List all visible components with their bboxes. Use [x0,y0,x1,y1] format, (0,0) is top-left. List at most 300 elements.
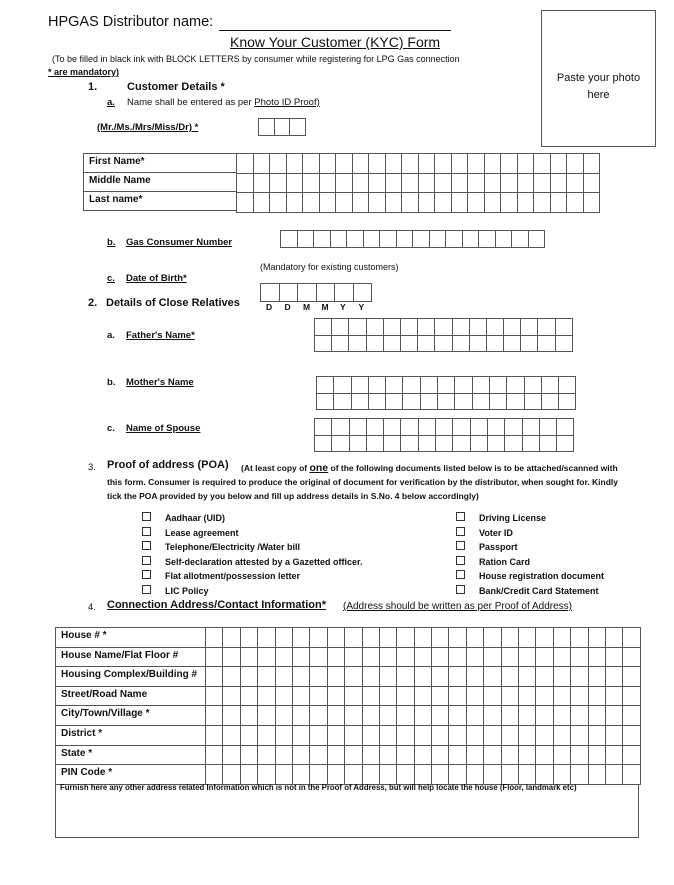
checkbox-icon[interactable] [142,512,151,521]
name-letter-box[interactable] [385,173,403,194]
mother-letter-box[interactable] [333,393,351,411]
mother-letter-box[interactable] [558,393,576,411]
address-letter-box[interactable] [518,764,536,785]
poa-left-option[interactable] [142,512,225,523]
gas-consumer-digit-box[interactable] [346,230,364,248]
name-letter-box[interactable] [500,153,518,174]
father-letter-box[interactable] [314,318,332,336]
poa-right-option[interactable] [456,585,599,596]
checkbox-icon[interactable] [142,585,151,594]
address-letter-box[interactable] [553,627,571,648]
address-letter-box[interactable] [518,666,536,687]
address-letter-box[interactable] [275,725,293,746]
address-letter-box[interactable] [431,627,449,648]
address-letter-box[interactable] [292,647,310,668]
address-letter-box[interactable] [518,745,536,766]
dob-digit-box[interactable] [353,283,373,302]
mother-letter-box[interactable] [524,393,542,411]
address-letter-box[interactable] [448,725,466,746]
address-letter-box[interactable] [431,705,449,726]
address-letter-box[interactable] [205,764,223,785]
poa-left-option[interactable] [142,556,363,567]
address-letter-box[interactable] [205,627,223,648]
poa-right-option[interactable] [456,541,518,552]
address-letter-box[interactable] [483,666,501,687]
distributor-name-line[interactable] [219,30,451,31]
name-letter-box[interactable] [533,153,551,174]
mother-letter-box[interactable] [506,376,524,394]
checkbox-icon[interactable] [456,512,465,521]
spouse-letter-box[interactable] [366,435,384,453]
name-letter-box[interactable] [401,192,419,213]
name-letter-box[interactable] [352,173,370,194]
spouse-letter-box[interactable] [349,418,367,436]
address-letter-box[interactable] [622,705,640,726]
name-letter-box[interactable] [484,192,502,213]
address-letter-box[interactable] [205,666,223,687]
address-letter-box[interactable] [570,686,588,707]
address-letter-box[interactable] [344,725,362,746]
father-letter-box[interactable] [314,335,332,353]
name-letter-box[interactable] [566,153,584,174]
mother-letter-box[interactable] [437,393,455,411]
address-letter-box[interactable] [588,705,606,726]
spouse-letter-box[interactable] [452,418,470,436]
address-letter-box[interactable] [309,686,327,707]
gas-consumer-digit-box[interactable] [297,230,315,248]
address-letter-box[interactable] [327,764,345,785]
name-letter-box[interactable] [500,192,518,213]
name-letter-box[interactable] [253,153,271,174]
address-letter-box[interactable] [396,627,414,648]
address-letter-box[interactable] [205,686,223,707]
address-letter-box[interactable] [570,647,588,668]
address-letter-box[interactable] [275,647,293,668]
name-letter-box[interactable] [467,192,485,213]
address-letter-box[interactable] [431,745,449,766]
name-letter-box[interactable] [319,153,337,174]
address-letter-box[interactable] [257,647,275,668]
mother-letter-box[interactable] [558,376,576,394]
address-letter-box[interactable] [257,725,275,746]
spouse-letter-box[interactable] [487,418,505,436]
address-letter-box[interactable] [535,666,553,687]
name-letter-box[interactable] [368,192,386,213]
name-letter-box[interactable] [583,153,601,174]
address-letter-box[interactable] [605,745,623,766]
address-letter-box[interactable] [344,666,362,687]
address-letter-box[interactable] [588,745,606,766]
father-letter-box[interactable] [331,318,349,336]
address-letter-box[interactable] [240,764,258,785]
address-letter-box[interactable] [553,686,571,707]
name-letter-box[interactable] [368,173,386,194]
address-letter-box[interactable] [431,686,449,707]
address-letter-box[interactable] [553,647,571,668]
father-letter-box[interactable] [452,318,470,336]
father-letter-box[interactable] [400,318,418,336]
address-letter-box[interactable] [605,666,623,687]
address-letter-box[interactable] [292,666,310,687]
address-letter-box[interactable] [257,666,275,687]
address-letter-box[interactable] [292,627,310,648]
address-letter-box[interactable] [222,705,240,726]
spouse-letter-box[interactable] [331,435,349,453]
dob-digit-box[interactable] [279,283,299,302]
address-letter-box[interactable] [222,745,240,766]
address-letter-box[interactable] [518,725,536,746]
address-letter-box[interactable] [327,647,345,668]
spouse-letter-box[interactable] [539,418,557,436]
address-letter-box[interactable] [344,705,362,726]
name-letter-box[interactable] [253,192,271,213]
address-letter-box[interactable] [240,666,258,687]
name-letter-box[interactable] [451,192,469,213]
father-letter-box[interactable] [417,335,435,353]
mother-letter-box[interactable] [506,393,524,411]
dob-digit-box[interactable] [297,283,317,302]
father-letter-box[interactable] [469,335,487,353]
address-letter-box[interactable] [362,764,380,785]
father-letter-box[interactable] [366,318,384,336]
address-letter-box[interactable] [379,686,397,707]
name-letter-box[interactable] [286,173,304,194]
gas-consumer-digit-box[interactable] [396,230,414,248]
address-letter-box[interactable] [222,666,240,687]
mother-letter-box[interactable] [524,376,542,394]
spouse-letter-box[interactable] [470,418,488,436]
address-letter-box[interactable] [501,686,519,707]
mother-letter-box[interactable] [402,376,420,394]
name-letter-box[interactable] [467,153,485,174]
gas-consumer-digit-box[interactable] [445,230,463,248]
name-letter-box[interactable] [418,192,436,213]
address-letter-box[interactable] [344,745,362,766]
address-letter-box[interactable] [275,627,293,648]
address-letter-box[interactable] [309,647,327,668]
name-letter-box[interactable] [236,192,254,213]
father-letter-box[interactable] [417,318,435,336]
address-letter-box[interactable] [396,764,414,785]
address-letter-box[interactable] [327,627,345,648]
mother-letter-box[interactable] [333,376,351,394]
address-letter-box[interactable] [570,764,588,785]
address-letter-box[interactable] [414,705,432,726]
address-letter-box[interactable] [396,647,414,668]
father-letter-box[interactable] [400,335,418,353]
gas-consumer-boxes[interactable] [280,230,544,247]
name-letter-box[interactable] [418,153,436,174]
address-letter-box[interactable] [553,725,571,746]
father-letter-box[interactable] [331,335,349,353]
address-letter-box[interactable] [275,764,293,785]
address-letter-box[interactable] [379,666,397,687]
address-letter-box[interactable] [622,686,640,707]
address-letter-box[interactable] [535,764,553,785]
address-letter-box[interactable] [501,745,519,766]
address-letter-box[interactable] [535,647,553,668]
address-letter-box[interactable] [588,686,606,707]
address-letter-box[interactable] [431,647,449,668]
gas-consumer-digit-box[interactable] [330,230,348,248]
address-letter-box[interactable] [379,725,397,746]
gas-consumer-digit-box[interactable] [280,230,298,248]
address-letter-box[interactable] [414,666,432,687]
name-letter-box[interactable] [286,192,304,213]
dob-digit-box[interactable] [334,283,354,302]
address-letter-box[interactable] [379,745,397,766]
address-letter-box[interactable] [257,745,275,766]
address-letter-box[interactable] [309,725,327,746]
address-letter-box[interactable] [483,647,501,668]
address-letter-box[interactable] [535,705,553,726]
spouse-name-boxes[interactable] [314,418,573,451]
name-letter-box[interactable] [302,173,320,194]
address-letter-box[interactable] [466,627,484,648]
father-letter-box[interactable] [452,335,470,353]
checkbox-icon[interactable] [142,541,151,550]
spouse-letter-box[interactable] [539,435,557,453]
mother-letter-box[interactable] [489,376,507,394]
mother-letter-box[interactable] [402,393,420,411]
address-letter-box[interactable] [466,745,484,766]
father-letter-box[interactable] [555,335,573,353]
father-letter-box[interactable] [486,335,504,353]
name-letter-box[interactable] [533,173,551,194]
name-letter-box[interactable] [517,173,535,194]
father-name-boxes[interactable] [314,318,572,351]
address-letter-box[interactable] [431,666,449,687]
address-letter-box[interactable] [240,627,258,648]
address-letter-box[interactable] [518,647,536,668]
gas-consumer-digit-box[interactable] [363,230,381,248]
address-letter-box[interactable] [570,666,588,687]
mother-letter-box[interactable] [351,376,369,394]
address-letter-box[interactable] [622,725,640,746]
checkbox-icon[interactable] [142,570,151,579]
spouse-letter-box[interactable] [556,435,574,453]
spouse-letter-box[interactable] [504,435,522,453]
name-letter-box[interactable] [385,192,403,213]
spouse-letter-box[interactable] [452,435,470,453]
address-letter-box[interactable] [327,666,345,687]
mother-letter-box[interactable] [472,393,490,411]
address-boxes[interactable] [205,627,640,784]
address-letter-box[interactable] [414,745,432,766]
address-letter-box[interactable] [240,686,258,707]
address-letter-box[interactable] [344,764,362,785]
gas-consumer-digit-box[interactable] [511,230,529,248]
father-letter-box[interactable] [434,335,452,353]
address-letter-box[interactable] [553,666,571,687]
address-letter-box[interactable] [414,647,432,668]
father-letter-box[interactable] [348,335,366,353]
address-letter-box[interactable] [240,647,258,668]
gas-consumer-digit-box[interactable] [313,230,331,248]
address-letter-box[interactable] [396,725,414,746]
spouse-letter-box[interactable] [487,435,505,453]
address-letter-box[interactable] [222,764,240,785]
dob-digit-box[interactable] [260,283,280,302]
father-letter-box[interactable] [348,318,366,336]
mother-letter-box[interactable] [351,393,369,411]
poa-left-option[interactable] [142,541,300,552]
name-letter-box[interactable] [286,153,304,174]
spouse-letter-box[interactable] [418,435,436,453]
address-letter-box[interactable] [205,647,223,668]
name-letter-box[interactable] [335,153,353,174]
mother-letter-box[interactable] [489,393,507,411]
address-letter-box[interactable] [414,627,432,648]
address-letter-box[interactable] [205,725,223,746]
address-letter-box[interactable] [222,627,240,648]
spouse-letter-box[interactable] [383,435,401,453]
address-letter-box[interactable] [448,647,466,668]
address-letter-box[interactable] [240,745,258,766]
address-letter-box[interactable] [483,705,501,726]
mother-letter-box[interactable] [385,393,403,411]
name-letter-box[interactable] [335,173,353,194]
address-letter-box[interactable] [501,705,519,726]
address-letter-box[interactable] [588,627,606,648]
address-letter-box[interactable] [553,745,571,766]
address-letter-box[interactable] [605,705,623,726]
father-letter-box[interactable] [537,335,555,353]
checkbox-icon[interactable] [456,585,465,594]
address-letter-box[interactable] [414,764,432,785]
address-letter-box[interactable] [535,627,553,648]
address-letter-box[interactable] [605,627,623,648]
address-letter-box[interactable] [292,725,310,746]
name-letter-box[interactable] [352,192,370,213]
address-letter-box[interactable] [362,705,380,726]
poa-right-option[interactable] [456,512,546,523]
name-letter-box[interactable] [302,153,320,174]
address-letter-box[interactable] [483,686,501,707]
address-letter-box[interactable] [570,627,588,648]
address-letter-box[interactable] [379,764,397,785]
address-letter-box[interactable] [448,666,466,687]
address-letter-box[interactable] [622,647,640,668]
name-letter-box[interactable] [484,173,502,194]
father-letter-box[interactable] [555,318,573,336]
spouse-letter-box[interactable] [383,418,401,436]
checkbox-icon[interactable] [142,556,151,565]
address-letter-box[interactable] [327,705,345,726]
name-letter-box[interactable] [236,153,254,174]
address-letter-box[interactable] [379,647,397,668]
name-letter-box[interactable] [533,192,551,213]
address-letter-box[interactable] [222,647,240,668]
address-letter-box[interactable] [205,705,223,726]
address-letter-box[interactable] [396,705,414,726]
father-letter-box[interactable] [520,318,538,336]
salutation-boxes[interactable] [258,118,305,135]
address-letter-box[interactable] [622,764,640,785]
mother-name-boxes[interactable] [316,376,575,409]
address-letter-box[interactable] [275,666,293,687]
name-letter-box[interactable] [302,192,320,213]
gas-consumer-digit-box[interactable] [495,230,513,248]
address-letter-box[interactable] [309,705,327,726]
name-letter-box[interactable] [566,192,584,213]
address-letter-box[interactable] [362,725,380,746]
address-letter-box[interactable] [362,666,380,687]
father-letter-box[interactable] [503,318,521,336]
address-letter-box[interactable] [448,745,466,766]
spouse-letter-box[interactable] [366,418,384,436]
spouse-letter-box[interactable] [418,418,436,436]
name-boxes[interactable] [236,153,599,212]
salutation-box[interactable] [289,118,306,136]
address-letter-box[interactable] [431,764,449,785]
name-letter-box[interactable] [583,173,601,194]
address-letter-box[interactable] [518,705,536,726]
address-letter-box[interactable] [466,666,484,687]
father-letter-box[interactable] [520,335,538,353]
spouse-letter-box[interactable] [435,418,453,436]
address-letter-box[interactable] [275,745,293,766]
name-letter-box[interactable] [269,153,287,174]
address-letter-box[interactable] [535,686,553,707]
address-letter-box[interactable] [222,725,240,746]
address-letter-box[interactable] [309,764,327,785]
name-letter-box[interactable] [500,173,518,194]
father-letter-box[interactable] [383,335,401,353]
address-letter-box[interactable] [553,764,571,785]
address-letter-box[interactable] [240,705,258,726]
name-letter-box[interactable] [451,173,469,194]
name-letter-box[interactable] [451,153,469,174]
address-letter-box[interactable] [570,705,588,726]
mother-letter-box[interactable] [472,376,490,394]
name-letter-box[interactable] [517,192,535,213]
address-letter-box[interactable] [222,686,240,707]
address-letter-box[interactable] [414,725,432,746]
address-letter-box[interactable] [257,627,275,648]
name-letter-box[interactable] [517,153,535,174]
name-letter-box[interactable] [368,153,386,174]
dob-digit-box[interactable] [316,283,336,302]
name-letter-box[interactable] [269,173,287,194]
address-letter-box[interactable] [501,725,519,746]
address-letter-box[interactable] [588,725,606,746]
address-letter-box[interactable] [414,686,432,707]
address-letter-box[interactable] [466,686,484,707]
name-letter-box[interactable] [583,192,601,213]
checkbox-icon[interactable] [456,570,465,579]
mother-letter-box[interactable] [541,376,559,394]
address-letter-box[interactable] [466,705,484,726]
salutation-box[interactable] [274,118,291,136]
spouse-letter-box[interactable] [470,435,488,453]
address-letter-box[interactable] [240,725,258,746]
address-letter-box[interactable] [605,686,623,707]
mother-letter-box[interactable] [385,376,403,394]
spouse-letter-box[interactable] [435,435,453,453]
poa-right-option[interactable] [456,556,530,567]
father-letter-box[interactable] [434,318,452,336]
father-letter-box[interactable] [366,335,384,353]
address-letter-box[interactable] [344,647,362,668]
address-letter-box[interactable] [292,705,310,726]
mother-letter-box[interactable] [368,376,386,394]
address-letter-box[interactable] [466,647,484,668]
spouse-letter-box[interactable] [314,418,332,436]
address-letter-box[interactable] [362,686,380,707]
address-letter-box[interactable] [518,686,536,707]
address-letter-box[interactable] [588,647,606,668]
